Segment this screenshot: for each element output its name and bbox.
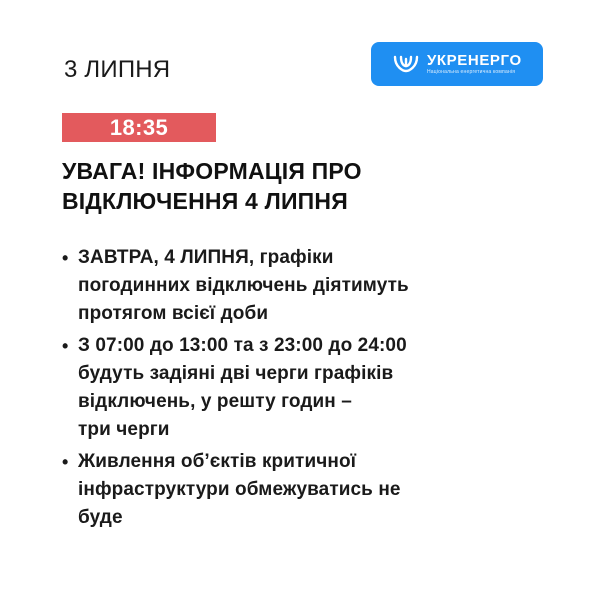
bullet-line: протягом всієї доби	[78, 303, 269, 324]
bullet-text	[78, 448, 401, 532]
bullet-dot-icon: •	[62, 452, 69, 472]
bullet-line: погодинних відключень діятимуть	[78, 275, 409, 296]
bullet-line: будуть задіяні дві черги графіків	[78, 363, 394, 384]
list-item	[62, 244, 542, 328]
bullet-text	[78, 332, 407, 444]
headline	[62, 156, 542, 216]
logo-subtitle: Національна енергетична компанія	[427, 68, 516, 75]
bullet-line: З 07:00 до 13:00 та з 23:00 до 24:00	[78, 335, 407, 356]
bullet-dot-icon: •	[62, 248, 69, 268]
bullet-dot-icon: •	[62, 336, 69, 356]
bullet-line: три черги	[78, 419, 170, 440]
logo-name: УКРЕНЕРГО	[427, 51, 522, 69]
ukrenergo-logo-icon	[393, 53, 419, 75]
ukrenergo-logo	[371, 42, 543, 86]
bullet-line: буде	[78, 507, 123, 528]
list-item	[62, 332, 542, 444]
bullet-text	[78, 244, 409, 328]
list-item	[62, 448, 542, 532]
time-badge: 18:35	[62, 113, 216, 142]
date-label: 3 ЛИПНЯ	[64, 56, 171, 83]
bullet-line: інфраструктури обмежуватись не	[78, 479, 401, 500]
bullet-line: ЗАВТРА, 4 ЛИПНЯ, графіки	[78, 247, 334, 268]
bullet-list	[62, 244, 542, 536]
bullet-line: відключень, у решту годин –	[78, 391, 352, 412]
headline-line-1: УВАГА! ІНФОРМАЦІЯ ПРО	[62, 158, 362, 184]
bullet-line: Живлення об’єктів критичної	[78, 451, 357, 472]
headline-line-2: ВІДКЛЮЧЕННЯ 4 ЛИПНЯ	[62, 188, 348, 214]
